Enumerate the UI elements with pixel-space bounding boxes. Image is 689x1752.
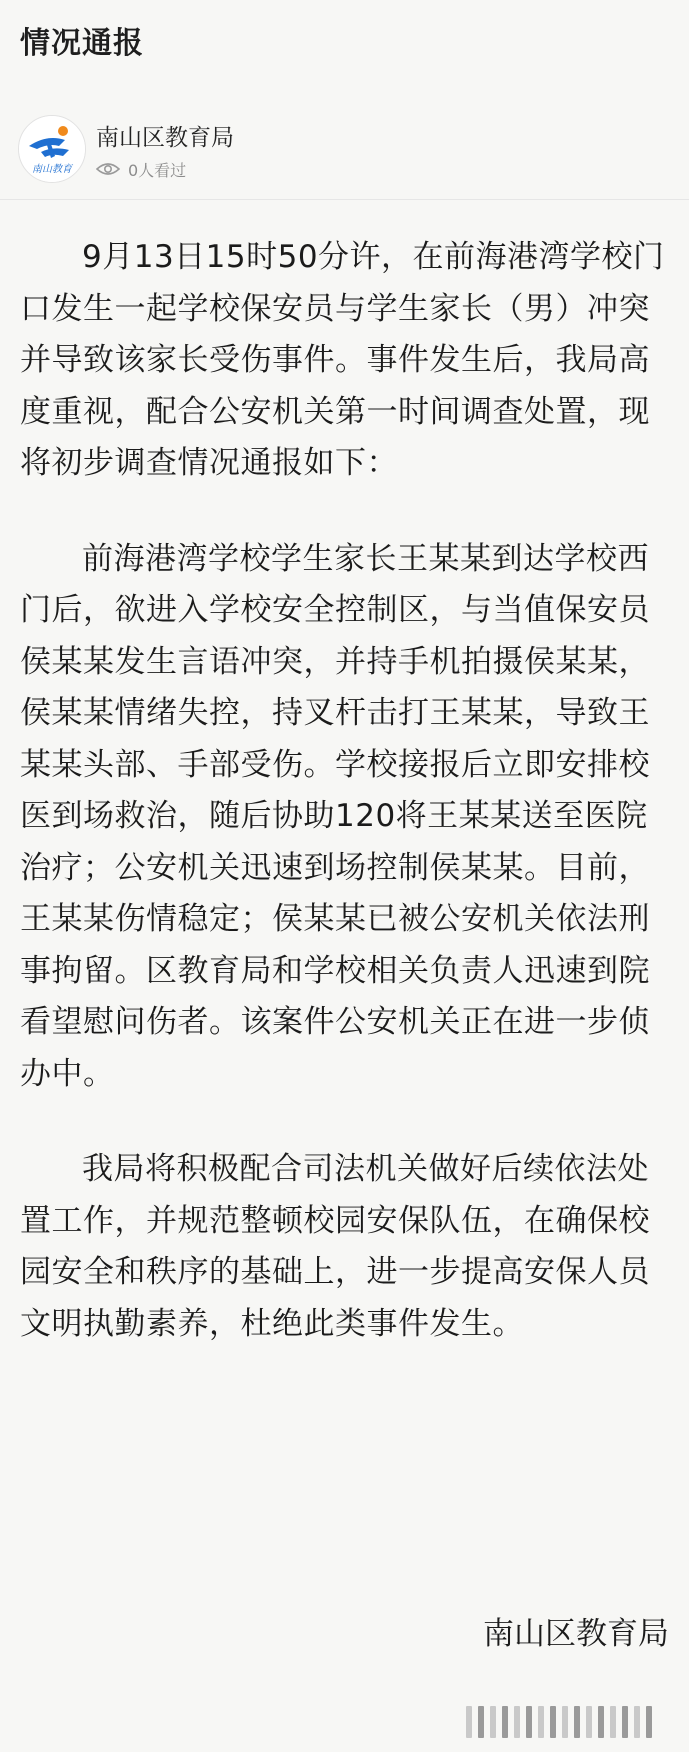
paragraph-2: 前海港湾学校学生家长王某某到达学校西门后，欲进入学校安全控制区，与当值保安员侯某某发生言语冲突，并持手机拍摄侯某某，侯某某情绪失控，持叉杆击打王某某，导致王某某头部、手部受伤。学校接报后立即安排校医到场救治，随后协助120将王某某送至医院治疗；公安机关迅速到场控制侯某某。目前，王某某伤情稳定；侯某某已被公安机关依法刑事拘留。区教育局和学校相关负责人迅速到院看望慰问伤者。该案件公安机关正在进一步侦办中。 (20, 540, 650, 1092)
view-count (96, 158, 186, 180)
watermark-bar (550, 1706, 556, 1738)
paragraph-1: 9月13日15时50分许，在前海港湾学校门口发生一起学校保安员与学生家长（男）冲突并导致该家长受伤事件。事件发生后，我局高度重视，配合公安机关第一时间调查处置，现将初步调查情况通报如下： (20, 239, 665, 481)
watermark-bar (538, 1706, 544, 1738)
views-text: 0人看过 (128, 160, 187, 180)
avatar[interactable] (18, 115, 86, 183)
article-body (20, 232, 670, 1394)
watermark-bar (478, 1706, 484, 1738)
watermark-bar (598, 1706, 604, 1738)
eye-icon (96, 161, 120, 177)
watermark-bar (514, 1706, 520, 1738)
watermark-bar (634, 1706, 640, 1738)
watermark-bar (586, 1706, 592, 1738)
nanshan-education-logo-icon (19, 116, 85, 182)
watermark-bar (574, 1706, 580, 1738)
watermark-bar (526, 1706, 532, 1738)
watermark-bar (610, 1706, 616, 1738)
watermark-bar (562, 1706, 568, 1738)
watermark-bars (466, 1704, 661, 1738)
watermark-bar (466, 1706, 472, 1738)
author-header[interactable] (18, 115, 668, 195)
watermark-bar (490, 1706, 496, 1738)
paragraph-3: 我局将积极配合司法机关做好后续依法处置工作，并规范整顿校园安保队伍，在确保校园安全和秩序的基础上，进一步提高安保人员文明执勤素养，杜绝此类事件发生。 (20, 1151, 650, 1342)
page-title: 情况通报 (20, 26, 144, 61)
watermark-bar (646, 1706, 652, 1738)
avatar-text: 南山教育 (32, 164, 72, 175)
watermark-bar (502, 1706, 508, 1738)
watermark-bar (622, 1706, 628, 1738)
signature: 南山区教育局 (483, 1616, 669, 1652)
author-name[interactable]: 南山区教育局 (96, 125, 234, 151)
divider (0, 199, 689, 200)
